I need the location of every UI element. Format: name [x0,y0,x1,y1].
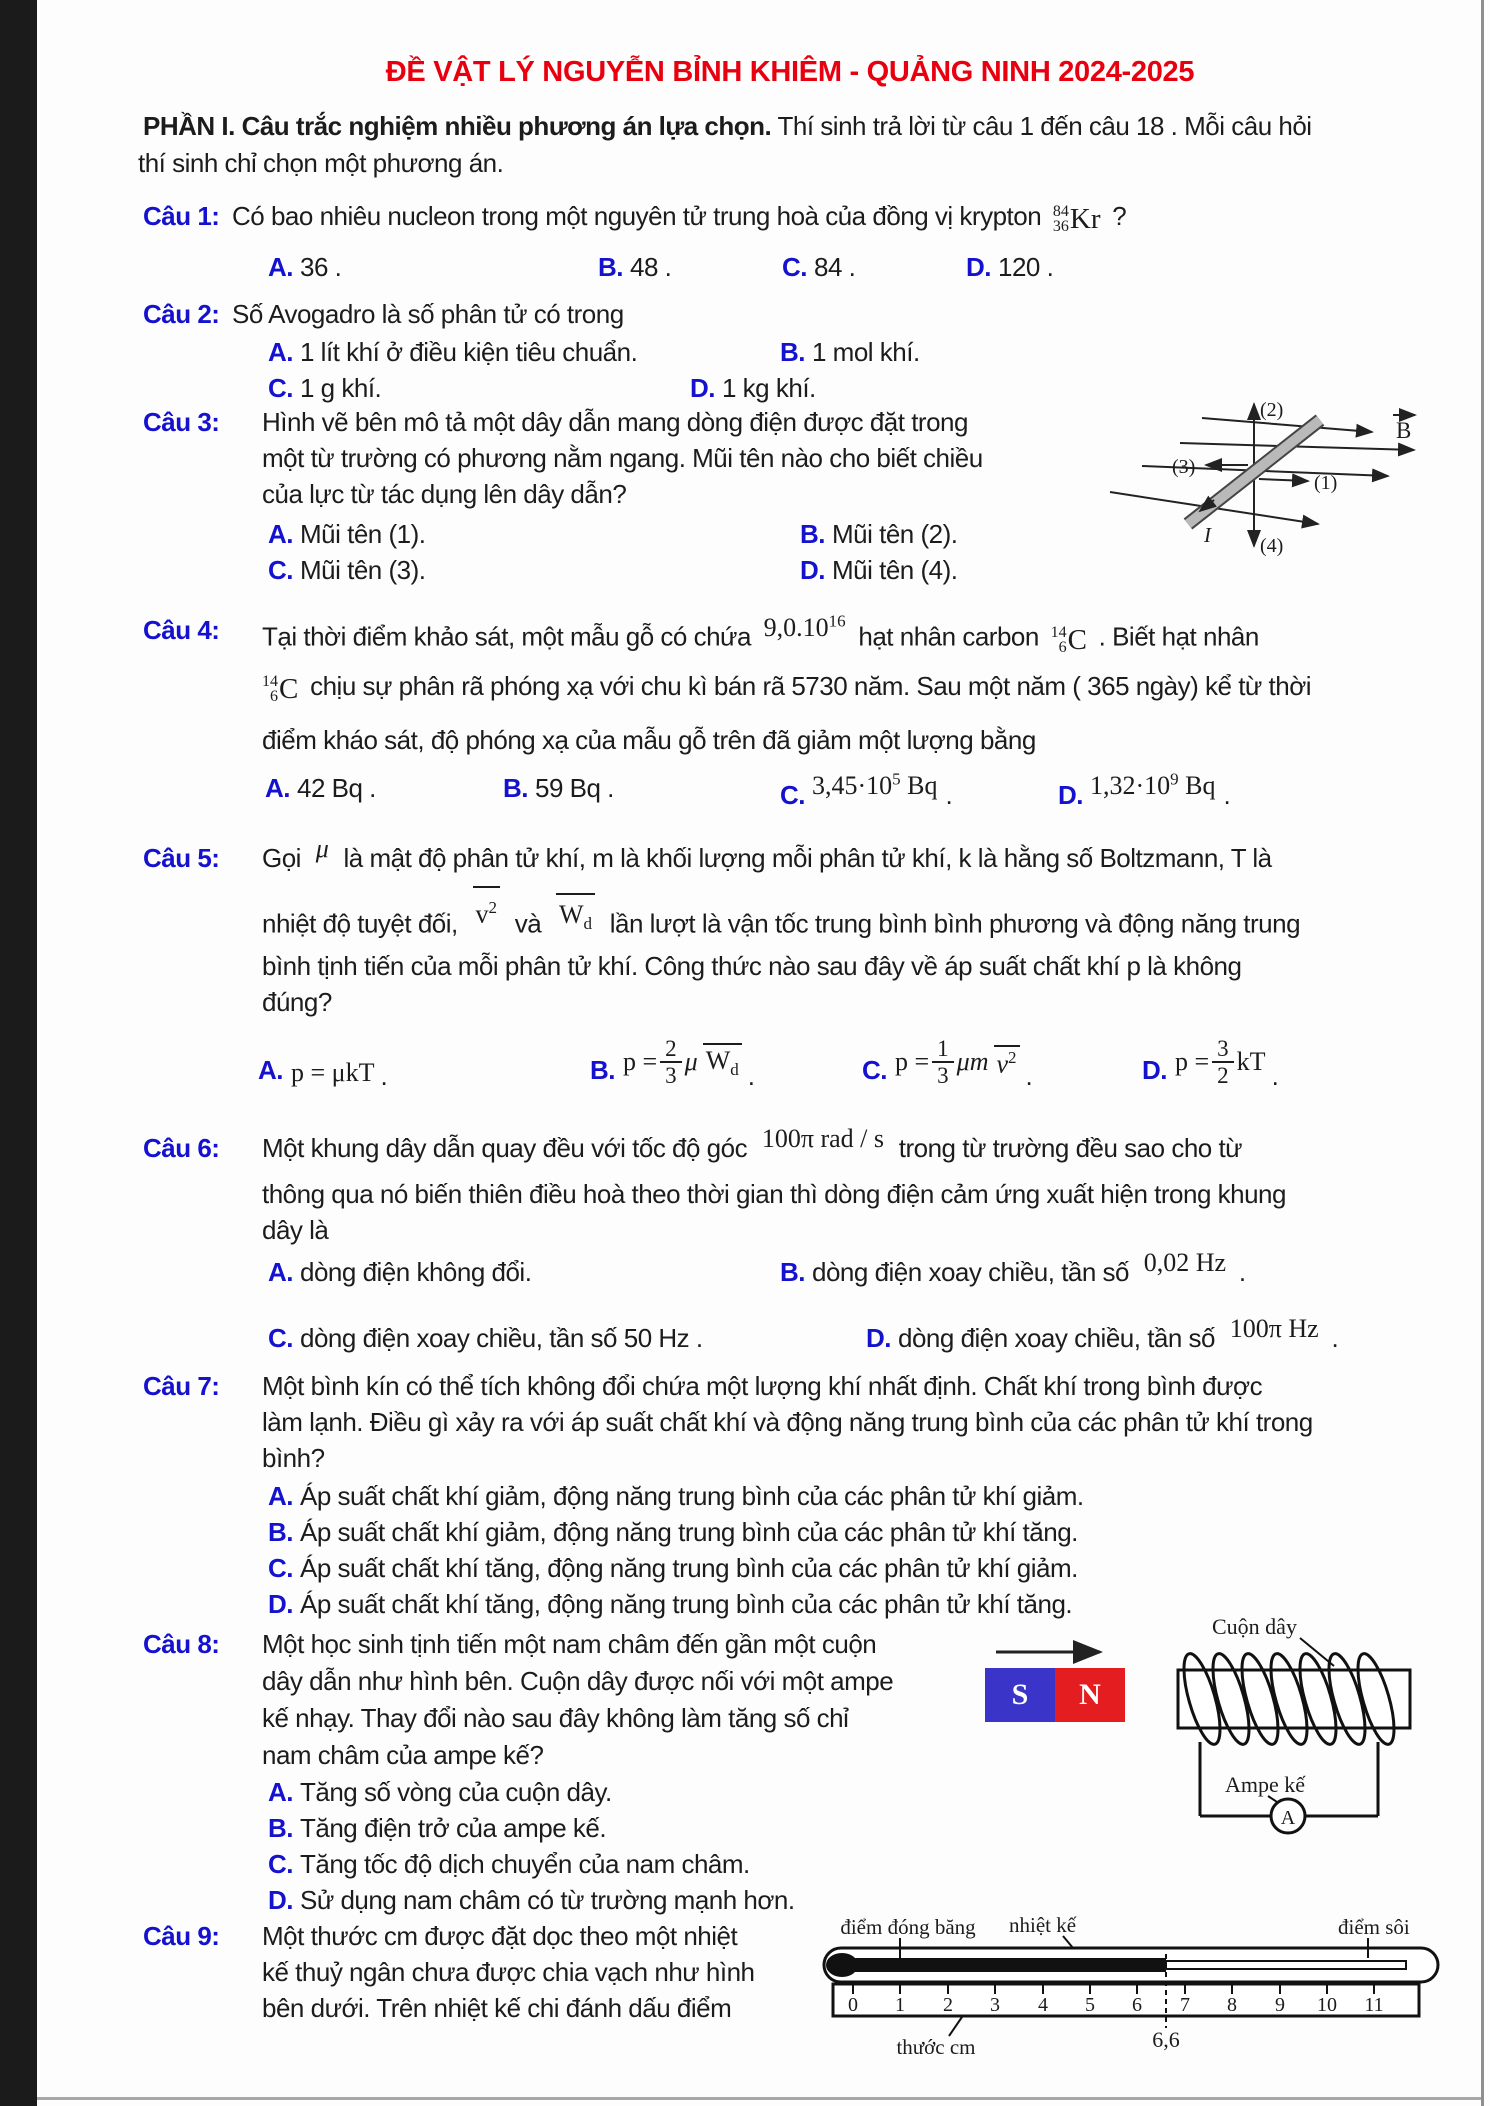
svg-text:0: 0 [848,1994,858,2016]
scan-left-border [0,0,37,2106]
q8-option-c: C. Tăng tốc độ dịch chuyển của nam châm. [268,1849,750,1879]
label-b-field: B [1396,418,1412,443]
q2-option-a: A. 1 lít khí ở điều kiện tiêu chuẩn. [268,337,638,367]
q6-option-b: B. dòng điện xoay chiều, tần số 0,02 Hz . [780,1248,1246,1287]
question-8-line-2: dây dẫn như hình bên. Cuộn dây được nối với một ampe [262,1666,894,1696]
question-7-line-1: Một bình kín có thể tích không đổi chứa một lượng khí nhất định. Chất khí trong bình được [262,1371,1263,1401]
question-7-line-3: bình? [262,1443,325,1473]
intro-line-2: thí sinh chỉ chọn một phương án. [138,148,504,178]
svg-text:4: 4 [1038,1994,1048,2016]
ruler-label-pointer [949,2017,962,2036]
question-4-line-3: điểm kháo sát, độ phóng xạ của mẫu gỗ trên đã giảm một lượng bằng [262,725,1036,755]
question-6-line-3: dây là [262,1215,329,1245]
question-7-label: Câu 7: [143,1371,220,1401]
question-9-line-1: Một thước cm được đặt dọc theo một nhiệt [262,1921,738,1951]
arrow-1 [1259,479,1308,481]
question-5-line-3: bình tịnh tiến của mỗi phân tử khí. Công thức nào sau đây về áp suất chất khí p là không [262,951,1242,981]
fraction-three-halves: $\frac{3}{2}$ [1212,1036,1234,1088]
mean-square-speed-symbol: $v^2$ [994,1045,1020,1080]
question-2-label: Câu 2: [143,299,220,329]
q7-option-a: A. Áp suất chất khí giảm, động năng trung bình của các phân tử khí giảm. [268,1481,1084,1511]
label-current: I [1204,523,1211,547]
question-6-label: Câu 6: [143,1133,220,1163]
scan-bottom-border [37,2097,1481,2100]
q5-option-c: C. p = $\frac{1}{3}$ μm $v^2$ . [862,1036,1033,1091]
mean-square-speed-symbol: $v^2$ [473,886,501,933]
q2-option-b: B. 1 mol khí. [780,337,920,367]
fraction-two-thirds: $\frac{2}{3}$ [660,1036,682,1088]
svg-text:10: 10 [1317,1994,1337,2016]
label-arrow-2: (2) [1260,399,1284,421]
svg-text:2: 2 [943,1994,953,2016]
question-6-line-1: Một khung dây dẫn quay đều với tốc độ góc 100π rad / s trong từ trường đều sao cho từ [262,1124,1243,1163]
count-formula: 9,0.10$^{16}$ [763,611,846,642]
activity-formula: $1,32\cdot 10^9$ Bq [1090,769,1216,800]
q4-option-d: D. $1,32\cdot 10^9$ Bq . [1058,769,1231,810]
q5-option-d: D. p = $\frac{3}{2}$ kT . [1142,1036,1279,1091]
q8-option-b: B. Tăng điện trở của ampe kế. [268,1813,607,1843]
question-5-line-1: Gọi μ là mật độ phân tử khí, m là khối lượng mỗi phân tử khí, k là hằng số Boltzmann, T là [262,834,1272,873]
svg-text:11: 11 [1364,1994,1384,2016]
question-1-label: Câu 1: [143,201,220,231]
q5-option-b: B. p = $\frac{2}{3}$ μ $W_d$ . [590,1036,755,1091]
q5-option-a: A. p = μkT . [258,1022,387,1102]
question-8-line-3: kế nhạy. Thay đổi nào sau đây không làm tăng số chỉ [262,1703,849,1733]
question-3-line-3: của lực từ tác dụng lên dây dẫn? [262,479,627,509]
label-arrow-4: (4) [1260,535,1284,557]
mu-symbol: μ [315,834,329,863]
question-5-line-4: đúng? [262,987,332,1017]
q8-option-d: D. Sử dụng nam châm có từ trường mạnh hơn. [268,1885,795,1915]
label-arrow-3: (3) [1172,456,1196,478]
fraction-one-third: $\frac{1}{3}$ [932,1036,954,1088]
q4-option-b: B. 59 Bq . [503,773,614,803]
question-3-line-1: Hình vẽ bên mô tả một dây dẫn mang dòng điện được đặt trong [262,407,968,437]
thermometer-bulb [826,1953,858,1977]
question-1-text: Có bao nhiêu nucleon trong một nguyên tử trung hoà của đồng vị krypton 84 36 Kr ? [232,201,1127,235]
svg-text:5: 5 [1085,1994,1095,2016]
question-8-line-4: nam châm của ampe kế? [262,1740,544,1770]
question-2-text: Số Avogadro là số phân tử có trong [232,299,624,329]
frequency-value: 0,02 Hz [1143,1248,1227,1277]
q3-option-b: B. Mũi tên (2). [800,519,958,549]
label-arrow-1: (1) [1314,472,1338,494]
question-9-line-3: bên dưới. Trên nhiệt kế chi đánh dấu điểm [262,1993,732,2023]
freezing-point-label: điểm đóng băng [840,1915,976,1939]
question-6-line-2: thông qua nó biến thiên điều hoà theo thời gian thì dòng điện cảm ứng xuất hiện trong khung [262,1179,1286,1209]
question-9-line-2: kế thuỷ ngân chưa được chia vạch như hình [262,1957,755,1987]
q8-option-a: A. Tăng số vòng của cuộn dây. [268,1777,612,1807]
mean-kinetic-energy-symbol: $W_d$ [703,1043,742,1080]
carbon-nuclide: 14 6 C [1050,623,1087,656]
boiling-point-label: điểm sôi [1338,1915,1410,1939]
q4-option-c: C. $3,45\cdot 10^5$ Bq . [780,769,953,810]
question-9-label: Câu 9: [143,1921,220,1951]
q1-option-b: B. 48 . [598,252,672,282]
wire-in-field-diagram [1096,388,1488,564]
q2-option-c: C. 1 g khí. [268,373,382,403]
q3-option-c: C. Mũi tên (3). [268,555,426,585]
magnet-motion-arrow [990,1638,1120,1664]
svg-text:3: 3 [990,1994,1000,2016]
q6-option-d: D. dòng điện xoay chiều, tần số 100π Hz . [866,1314,1339,1353]
question-4-label: Câu 4: [143,615,220,645]
question-5-line-2: nhiệt độ tuyệt đối, $v^2$ và $W_d$ lần lượt là vận tốc trung bình bình phương và động năng trung [262,896,1300,952]
activity-formula: $3,45\cdot 10^5$ Bq [812,769,938,800]
carbon-nuclide: 14 6 C [262,673,299,705]
question-3-line-2: một từ trường có phương nằm ngang. Mũi tên nào cho biết chiều [262,443,983,473]
ruler-name-label: thước cm [896,2035,976,2059]
mercury-column [832,1958,1166,1972]
q4-option-a: A. 42 Bq . [265,773,376,803]
thermometer-ruler-diagram [816,1914,1488,2064]
q1-option-d: D. 120 . [966,252,1054,282]
q3-option-d: D. Mũi tên (4). [800,555,958,585]
question-8-label: Câu 8: [143,1629,220,1659]
scan-right-border [1481,0,1484,2106]
q7-option-b: B. Áp suất chất khí giảm, động năng trung bình của các phân tử khí tăng. [268,1517,1078,1547]
intro-rest: Thí sinh trả lời từ câu 1 đến câu 18 . Mỗi câu hỏi [771,111,1312,141]
question-4-line-1: Tại thời điểm khảo sát, một mẫu gỗ có chứa 9,0.10$^{16}$ hạt nhân carbon 14 6 C . Biết hạt nhân [262,611,1259,656]
question-8-line-1: Một học sinh tịnh tiến một nam châm đến gần một cuộn [262,1629,877,1659]
question-5-label: Câu 5: [143,843,220,873]
mean-kinetic-energy-symbol: $W_d$ [556,893,595,942]
svg-text:7: 7 [1180,1994,1190,2016]
angular-speed-formula: 100π rad / s [761,1124,885,1153]
svg-text:9: 9 [1275,1994,1285,2016]
q7-option-d: D. Áp suất chất khí tăng, động năng trung bình của các phân tử khí tăng. [268,1589,1073,1619]
exam-title: ĐỀ VẬT LÝ NGUYỄN BỈNH KHIÊM - QUẢNG NINH 2024-2025 [385,56,1195,88]
svg-text:1: 1 [895,1994,905,2016]
q2-option-d: D. 1 kg khí. [690,373,816,403]
question-3-label: Câu 3: [143,407,220,437]
question-4-line-2: 14 6 C chịu sự phân rã phóng xạ với chu kì bán rã 5730 năm. Sau một năm ( 365 ngày) kể từ thời [262,671,1312,705]
coil-label: Cuộn dây [1212,1614,1297,1639]
magnet-north-pole: N [1055,1668,1125,1722]
intro-line-1 [143,108,1312,145]
reading-value: 6,6 [1152,2027,1180,2052]
svg-text:6: 6 [1132,1994,1142,2016]
ammeter-label: Ampe kế [1225,1772,1306,1797]
bar-magnet [985,1668,1125,1722]
coil-ammeter-diagram [1168,1612,1470,1852]
question-7-line-2: làm lạnh. Điều gì xảy ra với áp suất chất khí và động năng trung bình của các phân tử khí trong [262,1407,1313,1437]
field-line-1 [1202,418,1372,432]
thermometer-label: nhiệt kế [1009,1914,1077,1937]
svg-text:8: 8 [1227,1994,1237,2016]
ammeter-symbol: A [1280,1807,1296,1829]
q6-option-a: A. dòng điện không đổi. [268,1257,532,1287]
intro-bold: PHẦN I. Câu trắc nghiệm nhiều phương án lựa chọn. [143,111,772,141]
frequency-value: 100π Hz [1229,1314,1319,1343]
pressure-formula: p = μkT [291,1058,375,1087]
q3-option-a: A. Mũi tên (1). [268,519,426,549]
q6-option-c: C. dòng điện xoay chiều, tần số 50 Hz . [268,1323,703,1353]
magnet-south-pole: S [985,1668,1055,1722]
q7-option-c: C. Áp suất chất khí tăng, động năng trung bình của các phân tử khí giảm. [268,1553,1078,1583]
q1-option-a: A. 36 . [268,252,342,282]
krypton-nuclide: 84 36 Kr [1052,203,1101,235]
q1-option-c: C. 84 . [782,252,856,282]
